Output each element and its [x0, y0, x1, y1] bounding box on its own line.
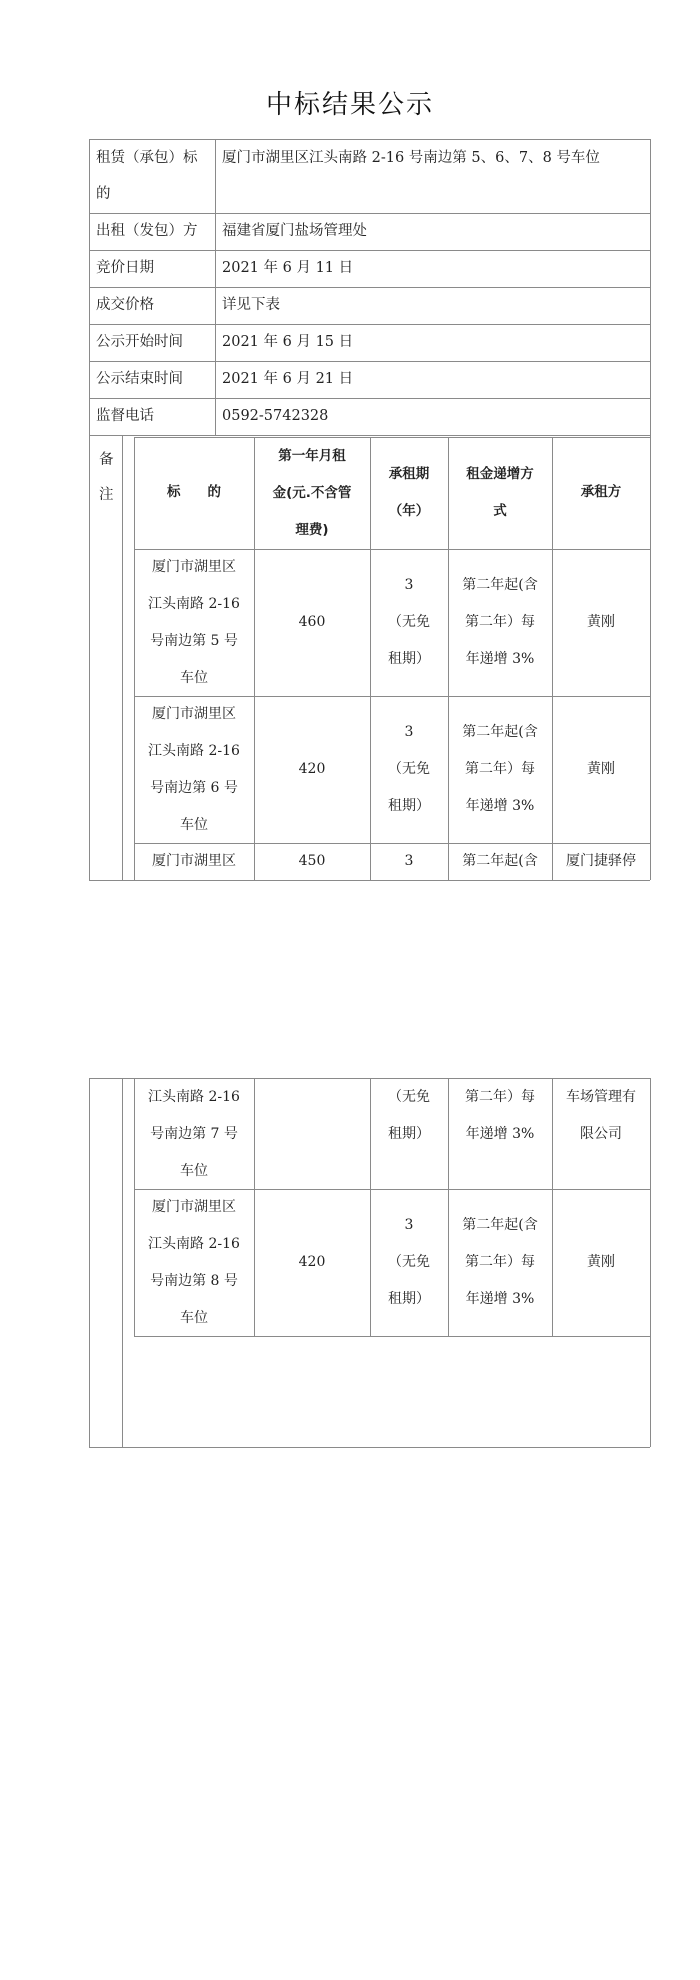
start-date-value: 2021 年 6 月 15 日: [222, 334, 354, 350]
remark-label: 备: [99, 452, 114, 468]
remark-label-cont: 注: [99, 487, 114, 503]
row-rent: 450: [298, 853, 326, 869]
row-target: 厦门市湖里区 江头南路 2-16 号南边第 5 号 车位: [148, 559, 240, 686]
row-rent: 420: [298, 761, 326, 777]
bid-date-label: 竞价日期: [96, 260, 154, 276]
row-term: 3: [404, 853, 414, 869]
row-increase: 第二年起(含 第二年）每 年递增 3%: [462, 577, 538, 667]
header-term: 承租期 （年）: [388, 466, 430, 519]
bid-date-value: 2021 年 6 月 11 日: [222, 260, 354, 276]
row-target: 厦门市湖里区: [152, 853, 236, 869]
page-title: 中标结果公示: [265, 90, 434, 120]
price-label: 成交价格: [96, 297, 154, 313]
row-increase: 第二年起(含 第二年）每 年递增 3%: [462, 1217, 538, 1307]
end-date-value: 2021 年 6 月 21 日: [222, 371, 354, 387]
subject-label: 租赁（承包）标: [96, 150, 198, 166]
header-increase: 租金递增方 式: [466, 466, 534, 519]
subject-value: 厦门市湖里区江头南路 2-16 号南边第 5、6、7、8 号车位: [222, 150, 600, 166]
row-term: 3 （无免 租期）: [388, 1217, 430, 1307]
row-target: 厦门市湖里区 江头南路 2-16 号南边第 8 号 车位: [148, 1199, 240, 1326]
row-term-cont: （无免 租期）: [388, 1089, 430, 1142]
price-value: 详见下表: [222, 297, 280, 313]
start-date-label: 公示开始时间: [96, 334, 183, 350]
row-increase-cont: 第二年）每 年递增 3%: [465, 1089, 535, 1142]
row-lessee-cont: 车场管理有 限公司: [566, 1089, 636, 1142]
end-date-label: 公示结束时间: [96, 371, 183, 387]
subject-label-cont: 的: [96, 186, 111, 202]
row-target: 厦门市湖里区 江头南路 2-16 号南边第 6 号 车位: [148, 706, 240, 833]
header-rent: 第一年月租 金(元.不含管 理费): [272, 448, 352, 538]
row-increase: 第二年起(含 第二年）每 年递增 3%: [462, 724, 538, 814]
row-lessee: 黄刚: [587, 761, 615, 777]
row-lessee: 厦门捷驿停: [566, 853, 636, 869]
row-lessee: 黄刚: [587, 614, 615, 630]
row-rent: 460: [298, 614, 326, 630]
header-lessee: 承租方: [580, 484, 622, 500]
header-target: 标 的: [167, 484, 221, 500]
lessor-value: 福建省厦门盐场管理处: [222, 223, 367, 239]
lessor-label: 出租（发包）方: [96, 223, 198, 239]
row-increase: 第二年起(含: [462, 853, 538, 869]
phone-value: 0592-5742328: [222, 408, 329, 424]
row-term: 3 （无免 租期）: [388, 724, 430, 814]
row-rent: 420: [298, 1254, 326, 1270]
row-target-cont: 江头南路 2-16 号南边第 7 号 车位: [148, 1089, 240, 1179]
row-lessee: 黄刚: [587, 1254, 615, 1270]
phone-label: 监督电话: [96, 408, 154, 424]
row-term: 3 （无免 租期）: [388, 577, 430, 667]
